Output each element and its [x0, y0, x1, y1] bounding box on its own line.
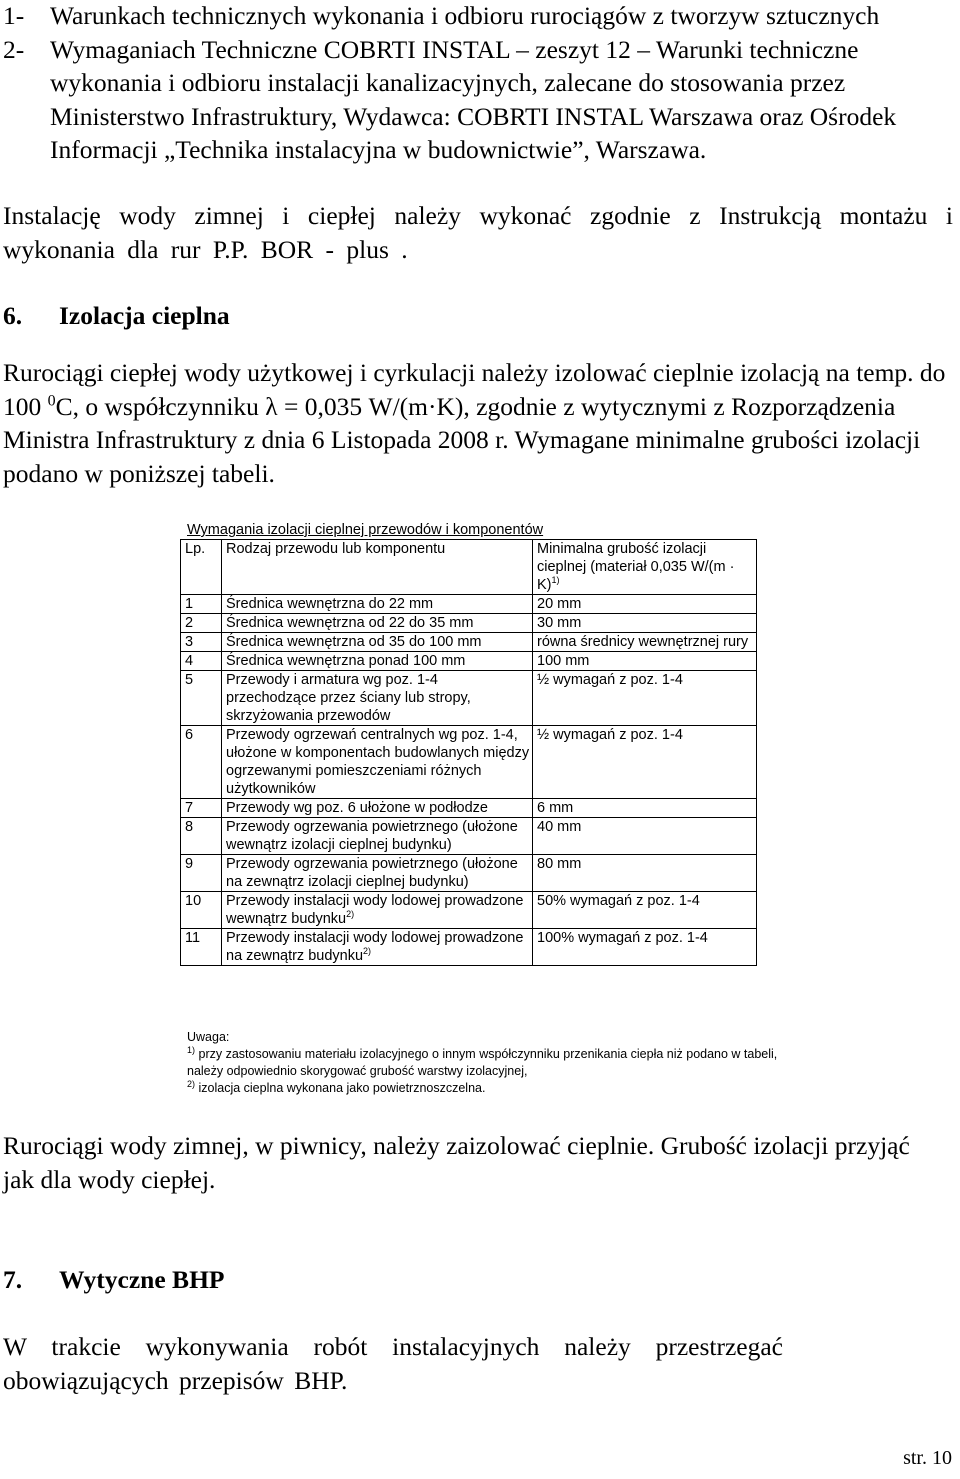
- row-lp: 5: [181, 671, 222, 726]
- row-type: Przewody ogrzewania powietrznego (ułożone na zewnątrz izolacji cieplnej budynku): [222, 855, 533, 892]
- row-type: Średnica wewnętrzna do 22 mm: [222, 595, 533, 614]
- reference-item: [3, 33, 953, 167]
- reference-list: [3, 0, 953, 167]
- row-type: Przewody instalacji wody lodowej prowadzone na zewnątrz budynku$^{2)}$: [222, 929, 533, 966]
- row-type: Średnica wewnętrzna od 22 do 35 mm: [222, 614, 533, 633]
- table-row: [181, 633, 757, 652]
- table-row: [181, 595, 757, 614]
- row-lp: 1: [181, 595, 222, 614]
- row-lp: 10: [181, 892, 222, 929]
- row-thickness: ½ wymagań z poz. 1-4: [533, 671, 757, 726]
- row-type: Przewody wg poz. 6 ułożone w podłodze: [222, 799, 533, 818]
- table-row: [181, 855, 757, 892]
- table-row: [181, 929, 757, 966]
- reference-text: Warunkach technicznych wykonania i odbioru rurociągów z tworzyw sztucznych: [50, 1, 880, 30]
- table-title: Wymagania izolacji cieplnej przewodów i komponentów: [187, 522, 544, 538]
- header-type: Rodzaj przewodu lub komponentu: [222, 540, 533, 595]
- row-lp: 3: [181, 633, 222, 652]
- row-type: Przewody i armatura wg poz. 1-4 przechodzące przez ściany lub stropy, skrzyżowania przewodów: [222, 671, 533, 726]
- cold-water-paragraph: Rurociągi wody zimnej, w piwnicy, należy zaizolować cieplnie. Grubość izolacji przyjąć jak dla wody ciepłej.: [3, 1131, 910, 1194]
- table-header-row: [181, 540, 757, 595]
- note-item: $^{2)}$ izolacja cieplna wykonana jako powietrznoszczelna.: [187, 1078, 486, 1095]
- table-row: [181, 799, 757, 818]
- insulation-table: [180, 539, 757, 966]
- table-row: [181, 614, 757, 633]
- row-thickness: równa średnicy wewnętrznej rury: [533, 633, 757, 652]
- bhp-paragraph: W trakcie wykonywania robót instalacyjnych należy przestrzegać obowiązujących przepisów BHP.: [3, 1332, 783, 1395]
- insulation-text-part-2: C, o współczynniku λ = 0,035 W/(m·K), zgodnie z wytycznymi z Rozporządzenia Ministra Infrastruktury z dnia 6 Listopada 2008 r. Wymagane minimalne grubości izolacji podano w poniższej tabeli.: [3, 391, 921, 488]
- section-title: Izolacja cieplna: [59, 301, 230, 330]
- table-row: [181, 671, 757, 726]
- table-row: [181, 726, 757, 799]
- row-lp: 2: [181, 614, 222, 633]
- section-number: 6.: [3, 301, 23, 330]
- row-type: Przewody ogrzewania powietrznego (ułożone wewnątrz izolacji cieplnej budynku): [222, 818, 533, 855]
- row-lp: 6: [181, 726, 222, 799]
- row-thickness: 100 mm: [533, 652, 757, 671]
- section-7-heading: [3, 1263, 953, 1297]
- insulation-paragraph: [3, 356, 948, 490]
- row-lp: 4: [181, 652, 222, 671]
- row-type: Średnica wewnętrzna ponad 100 mm: [222, 652, 533, 671]
- table-body: [181, 595, 757, 966]
- degree-superscript: 0: [47, 392, 56, 409]
- row-lp: 11: [181, 929, 222, 966]
- table-row: [181, 652, 757, 671]
- note-item: $^{1)}$ przy zastosowaniu materiału izolacyjnego o innym współczynniku przenikania ciepła niż podano w tabeli, należy odpowiednio skorygować grubość warstwy izolacyjnej,: [187, 1044, 778, 1078]
- row-thickness: 30 mm: [533, 614, 757, 633]
- page-number: str. 10: [903, 1447, 952, 1469]
- table-row: [181, 892, 757, 929]
- reference-number: 1-: [3, 1, 25, 30]
- header-lp: Lp.: [181, 540, 222, 595]
- row-thickness: ½ wymagań z poz. 1-4: [533, 726, 757, 799]
- reference-text: Wymaganiach Techniczne COBRTI INSTAL – zeszyt 12 – Warunki techniczne wykonania i odbioru instalacji kanalizacyjnych, zalecane do stosowania przez Ministerstwo Infrastruktury, Wydawca: COBRTI INSTAL Warszawa oraz Ośrodek Informacji „Technika instalacyjna w budownictwie”, Warszawa.: [50, 34, 897, 164]
- section-6-heading: [3, 299, 953, 333]
- section-number: 7.: [3, 1265, 23, 1294]
- row-thickness: 40 mm: [533, 818, 757, 855]
- table-notes: [187, 1029, 787, 1097]
- header-thickness: Minimalna grubość izolacji cieplnej (materiał 0,035 $W/(m \cdot K)^{1)}$: [533, 540, 757, 595]
- row-thickness: 100% wymagań z poz. 1-4: [533, 929, 757, 966]
- row-type: Przewody instalacji wody lodowej prowadzone wewnątrz budynku$^{2)}$: [222, 892, 533, 929]
- reference-item: [3, 0, 953, 33]
- section-title: Wytyczne BHP: [59, 1265, 225, 1294]
- row-lp: 9: [181, 855, 222, 892]
- reference-number: 2-: [3, 34, 25, 64]
- row-thickness: 20 mm: [533, 595, 757, 614]
- row-thickness: 6 mm: [533, 799, 757, 818]
- insulation-text-part-1: Rurociągi ciepłej wody użytkowej i cyrkulacji należy izolować cieplnie izolacją na temp. do 100: [3, 358, 946, 421]
- row-type: Przewody ogrzewań centralnych wg poz. 1-4, ułożone w komponentach budowlanych między ogrzewanymi pomieszczeniami różnych użytkowników: [222, 726, 533, 799]
- row-type: Średnica wewnętrzna od 35 do 100 mm: [222, 633, 533, 652]
- notes-label: Uwaga:: [187, 1030, 230, 1044]
- installation-paragraph: Instalację wody zimnej i ciepłej należy wykonać zgodnie z Instrukcją montażu i wykonania dla rur P.P. BOR - plus .: [3, 201, 953, 264]
- row-lp: 7: [181, 799, 222, 818]
- row-thickness: 50% wymagań z poz. 1-4: [533, 892, 757, 929]
- table-row: [181, 818, 757, 855]
- row-lp: 8: [181, 818, 222, 855]
- row-thickness: 80 mm: [533, 855, 757, 892]
